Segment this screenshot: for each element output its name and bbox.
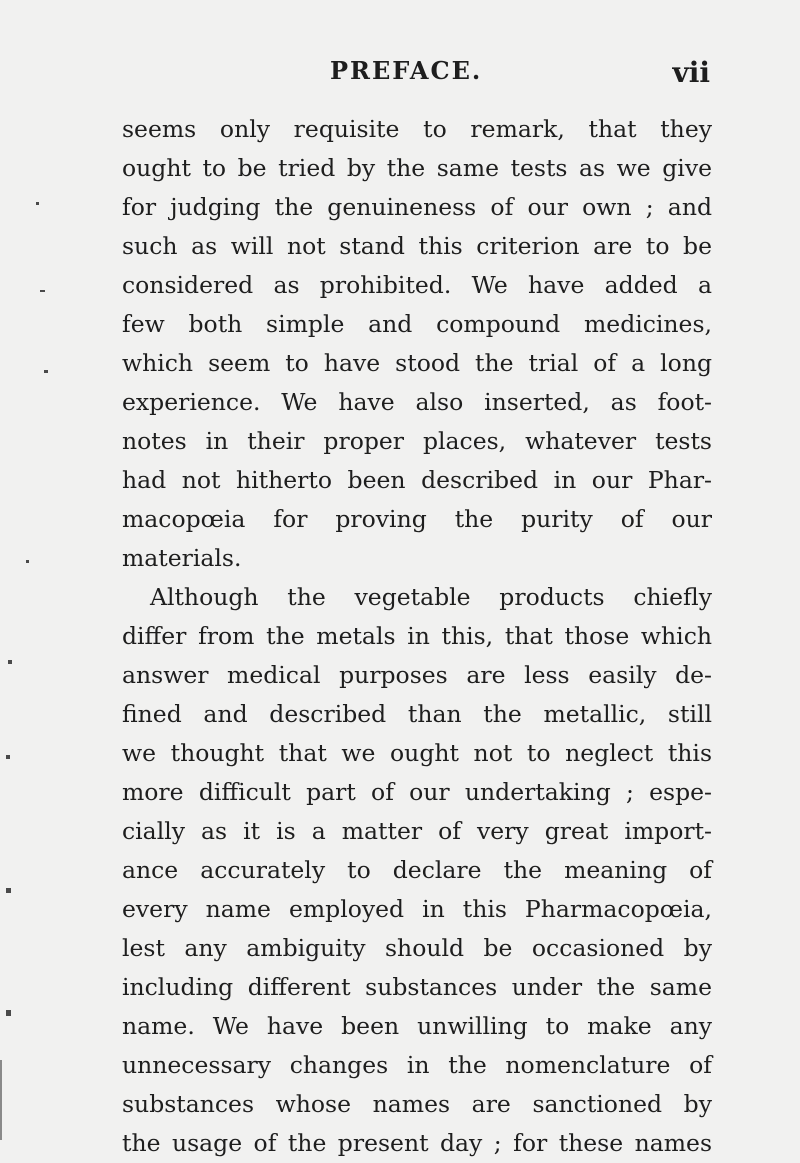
- text-line: notes in their proper places, whatever tests: [122, 427, 712, 455]
- text-line: ance accurately to declare the meaning of: [122, 856, 712, 884]
- text-line: had not hitherto been described in our Phar-: [122, 466, 712, 494]
- text-line: materials.: [122, 544, 242, 572]
- page-header: [330, 50, 710, 90]
- text-line: every name employed in this Pharmacopœia,: [122, 895, 712, 923]
- margin-speck: [6, 888, 11, 893]
- text-line: including different substances under the same: [122, 973, 712, 1001]
- text-line: answer medical purposes are less easily de-: [122, 661, 712, 689]
- text-line: we thought that we ought not to neglect this: [122, 739, 712, 767]
- text-line: fined and described than the metallic, still: [122, 700, 712, 728]
- text-line: considered as prohibited. We have added a: [122, 271, 712, 299]
- text-line: the usage of the present day ; for these names: [122, 1129, 712, 1157]
- text-line: macopœia for proving the purity of our: [122, 505, 712, 533]
- running-head: PREFACE.: [330, 56, 483, 85]
- margin-speck: [6, 755, 10, 759]
- body-text: [122, 110, 712, 1163]
- margin-speck: [44, 370, 48, 373]
- text-line: name. We have been unwilling to make any: [122, 1012, 712, 1040]
- text-line: which seem to have stood the trial of a long: [122, 349, 712, 377]
- text-line: more difficult part of our undertaking ; espe-: [122, 778, 712, 806]
- text-line: lest any ambiguity should be occasioned by: [122, 934, 712, 962]
- margin-speck: [6, 1010, 11, 1016]
- margin-speck: [40, 290, 45, 292]
- margin-speck: [36, 202, 39, 205]
- margin-edge-line: [0, 1060, 2, 1140]
- text-line: ought to be tried by the same tests as we give: [122, 154, 712, 182]
- text-line: cially as it is a matter of very great import-: [122, 817, 712, 845]
- text-line: substances whose names are sanctioned by: [122, 1090, 712, 1118]
- text-line: seems only requisite to remark, that they: [122, 115, 712, 143]
- text-line: few both simple and compound medicines,: [122, 310, 712, 338]
- text-line: such as will not stand this criterion are to be: [122, 232, 712, 260]
- text-line: unnecessary changes in the nomenclature of: [122, 1051, 712, 1079]
- page-number: vii: [672, 56, 710, 89]
- text-line: Although the vegetable products chiefly: [150, 583, 712, 611]
- text-line: experience. We have also inserted, as foot-: [122, 388, 712, 416]
- text-line: for judging the genuineness of our own ; and: [122, 193, 712, 221]
- margin-speck: [8, 660, 12, 664]
- text-line: differ from the metals in this, that those which: [122, 622, 712, 650]
- margin-speck: [26, 560, 29, 563]
